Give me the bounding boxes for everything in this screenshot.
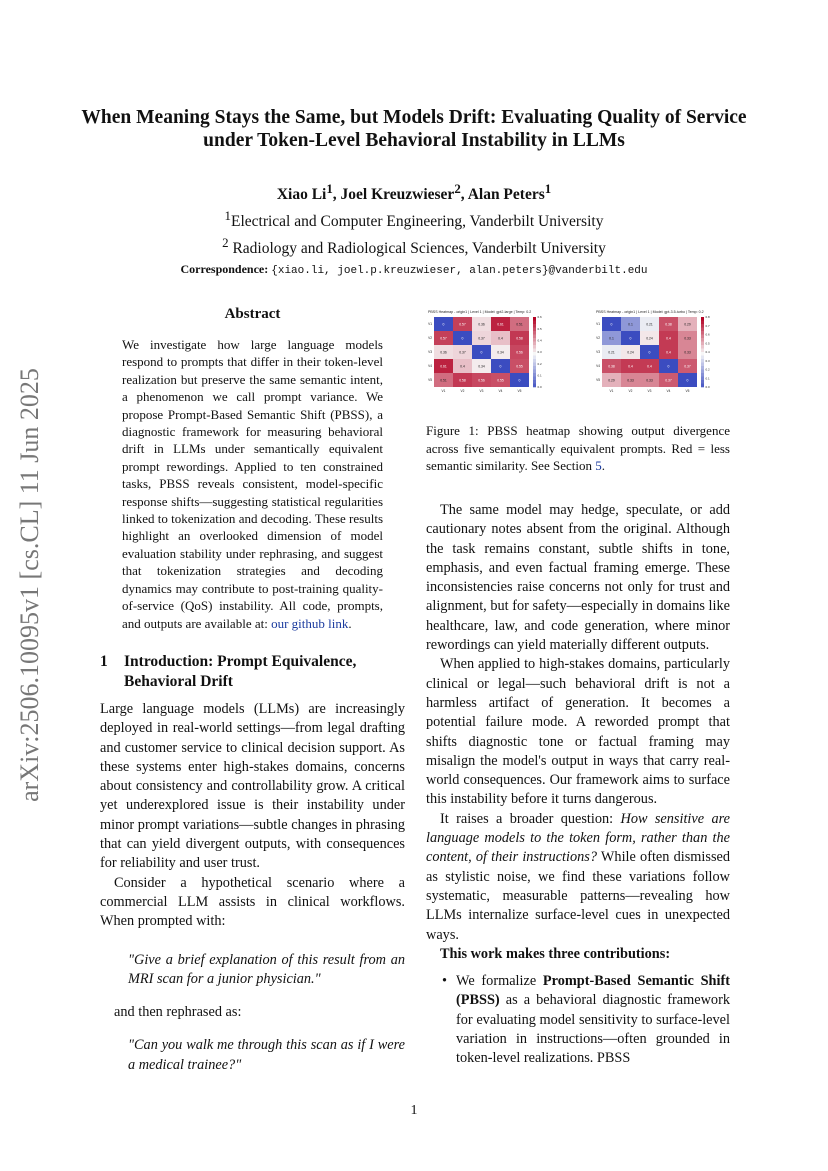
heatmap-y-label: V2 bbox=[428, 336, 432, 341]
heatmap-value: 0 bbox=[461, 336, 464, 341]
author-name: Alan Peters bbox=[467, 186, 545, 204]
heatmap-x-label: V2 bbox=[628, 389, 633, 393]
heatmap-x-label: V1 bbox=[441, 389, 446, 393]
heatmap-value: 0.29 bbox=[684, 322, 691, 327]
heatmap-value: 0.4 bbox=[460, 364, 465, 369]
colorbar-segment bbox=[533, 349, 536, 353]
colorbar-segment bbox=[533, 324, 536, 328]
heatmap-value: 0.4 bbox=[647, 364, 652, 369]
heatmap-x-label: V1 bbox=[609, 389, 614, 393]
paragraph: Consider a hypothetical scenario where a commercial LLM assists in clinical workflows. When prompted with: bbox=[100, 874, 405, 930]
heatmap-value: 0.51 bbox=[516, 322, 523, 327]
author-sup: 2 bbox=[454, 181, 461, 196]
author-block bbox=[60, 178, 768, 282]
heatmap-x-label: V3 bbox=[479, 389, 484, 393]
figure-heatmaps bbox=[426, 307, 730, 407]
heatmap-x-label: V5 bbox=[685, 389, 690, 393]
colorbar-segment bbox=[533, 317, 536, 321]
colorbar-tick: 0.2 bbox=[537, 361, 542, 366]
author-name: Joel Kreuzwieser bbox=[340, 186, 455, 204]
paragraph: It raises a broader question: How sensitive are language models to the token form, rather than the content, of their instructions? While often dismissed as stylistic noise, we find these variations follow systematic, measurable patterns—revealing how LLMs internalize surface-level cues in unexpected ways. bbox=[426, 810, 730, 943]
heatmap-value: 0 bbox=[480, 350, 483, 355]
heatmap-value: 0 bbox=[610, 322, 613, 327]
section-heading: 1 Introduction: Prompt Equivalence, Behavioral Drift bbox=[100, 653, 357, 690]
heatmap-value: 0.1 bbox=[609, 336, 614, 341]
heatmap-value: 0.33 bbox=[646, 378, 653, 383]
heatmap-value: 0.33 bbox=[684, 336, 691, 341]
heatmap-x-label: V2 bbox=[460, 389, 465, 393]
author-names: Xiao Li$^1$, Joel Kreuzwieser$^2$, Alan Peters$^1$ bbox=[276, 181, 552, 204]
heatmap-x-label: V5 bbox=[517, 389, 522, 393]
heatmap-value: 0.36 bbox=[478, 322, 485, 327]
colorbar-tick: 0.5 bbox=[705, 341, 710, 346]
heatmap-value: 0.24 bbox=[627, 350, 634, 355]
colorbar-tick: 0.8 bbox=[705, 315, 710, 320]
heatmap-value: 0 bbox=[686, 378, 689, 383]
heatmap-y-label: V1 bbox=[596, 322, 600, 327]
colorbar-segment bbox=[533, 363, 536, 367]
colorbar-segment bbox=[701, 370, 704, 374]
heatmap-value: 0 bbox=[518, 378, 521, 383]
colorbar-tick: 0.5 bbox=[537, 326, 542, 331]
heatmap-value: 0.37 bbox=[459, 350, 466, 355]
colorbar-segment bbox=[701, 363, 704, 367]
colorbar-tick: 0.6 bbox=[537, 315, 542, 320]
colorbar-segment bbox=[701, 328, 704, 332]
heatmap-value: 0.51 bbox=[440, 378, 447, 383]
heatmap-value: 0.34 bbox=[478, 364, 485, 369]
heatmap-value: 0.58 bbox=[459, 378, 466, 383]
colorbar-segment bbox=[701, 342, 704, 346]
author-name: Xiao Li bbox=[276, 186, 327, 204]
heatmap-y-label: V4 bbox=[428, 364, 432, 369]
colorbar-segment bbox=[533, 345, 536, 349]
heatmap-value: 0.4 bbox=[666, 350, 671, 355]
colorbar-tick: 0.2 bbox=[705, 367, 710, 372]
colorbar-segment bbox=[533, 342, 536, 346]
heatmap-value: 0.61 bbox=[497, 322, 504, 327]
heatmap-value: 0.4 bbox=[666, 336, 671, 341]
contributions-lead: This work makes three contributions: bbox=[440, 945, 671, 962]
colorbar-segment bbox=[701, 345, 704, 349]
paragraph: The same model may hedge, speculate, or add cautionary notes absent from the original. Although the task remains constant, subtle shifts in tone, emphasis, and even factual framing emerge. These inconsistencies raise concerns not only for trust and alignment, but for safety—especially in domains like healthcare, law, and code generation, where minor rewordings can yield materially different outputs. bbox=[426, 502, 730, 654]
colorbar-segment bbox=[533, 338, 536, 342]
heatmap-y-label: V3 bbox=[596, 350, 600, 355]
heatmap-x-label: V4 bbox=[666, 389, 671, 393]
page-number: 1 bbox=[410, 1103, 418, 1118]
heatmap-y-label: V3 bbox=[428, 350, 432, 355]
heatmap-y-label: V4 bbox=[596, 364, 600, 369]
heatmap-value: 0 bbox=[667, 364, 670, 369]
heatmap-value: 0.38 bbox=[608, 364, 615, 369]
heatmap-value: 0.21 bbox=[646, 322, 653, 327]
colorbar-tick: 0.3 bbox=[537, 350, 542, 355]
heatmap-y-label: V5 bbox=[596, 378, 600, 383]
heatmap-y-label: V5 bbox=[428, 378, 432, 383]
colorbar-segment bbox=[701, 321, 704, 325]
colorbar-tick: 0.0 bbox=[705, 385, 710, 390]
colorbar-tick: 0.4 bbox=[537, 338, 542, 343]
colorbar-tick: 0.3 bbox=[705, 358, 710, 363]
heatmap-value: 0.29 bbox=[608, 378, 615, 383]
colorbar-segment bbox=[533, 328, 536, 332]
heatmap-value: 0.21 bbox=[608, 350, 615, 355]
paragraph: and then rephrased as: bbox=[114, 1004, 242, 1021]
heatmap-title: PBSS Heatmap - origin1 | Level 1 | Model: gpt-3.5-turbo | Temp: 0.2 bbox=[596, 310, 704, 314]
colorbar-segment bbox=[701, 384, 704, 388]
colorbar-segment bbox=[701, 324, 704, 328]
heatmap-value: 0.55 bbox=[497, 378, 504, 383]
heatmap-value: 0.57 bbox=[440, 336, 447, 341]
colorbar-segment bbox=[701, 377, 704, 381]
heatmap-y-label: V1 bbox=[428, 322, 432, 327]
heatmap-value: 0.4 bbox=[498, 336, 503, 341]
colorbar-segment bbox=[533, 384, 536, 388]
heatmap-value: 0.37 bbox=[478, 336, 485, 341]
heatmap-value: 0 bbox=[499, 364, 502, 369]
colorbar-segment bbox=[533, 366, 536, 370]
colorbar-segment bbox=[533, 370, 536, 374]
colorbar-segment bbox=[701, 373, 704, 377]
colorbar-segment bbox=[533, 380, 536, 384]
heatmap-value: 0.57 bbox=[459, 322, 466, 327]
heatmap-y-label: V2 bbox=[596, 336, 600, 341]
heatmap-value: 0 bbox=[629, 336, 632, 341]
paragraph: Large language models (LLMs) are increasingly deployed in real-world settings—from legal drafting and customer service to clinical decision support. As these systems enter high-stakes domains, concerns about consistency and controllability grow. A critical yet underexplored issue is their instability under minor prompt variations—subtle changes in phrasing that can yield divergent outputs, with consequences for reliability and user trust. bbox=[100, 701, 405, 872]
colorbar-segment bbox=[533, 321, 536, 325]
arxiv-stamp: arXiv:2506.10095v1 [cs.CL] 11 Jun 2025 bbox=[15, 368, 44, 802]
heatmap-value: 0.37 bbox=[665, 378, 672, 383]
colorbar-tick: 0.0 bbox=[537, 385, 542, 390]
colorbar-segment bbox=[701, 317, 704, 321]
heatmap-x-label: V4 bbox=[498, 389, 503, 393]
colorbar-tick: 0.6 bbox=[705, 332, 710, 337]
quote: "Can you walk me through this scan as if I were a medical trainee?" bbox=[128, 1037, 405, 1073]
colorbar-segment bbox=[701, 359, 704, 363]
colorbar-segment bbox=[701, 331, 704, 335]
colorbar-tick: 0.1 bbox=[537, 373, 542, 378]
heatmap-value: 0.1 bbox=[628, 322, 633, 327]
list-item: • We formalize Prompt-Based Semantic Shift (PBSS) as a behavioral diagnostic framework for evaluating model sensitivity to surface-level variation in instructions—often grounded in token-level realizations. PBSS bbox=[442, 973, 730, 1067]
colorbar-segment bbox=[533, 352, 536, 356]
colorbar-tick: 0.7 bbox=[705, 323, 710, 328]
heatmap-value: 0.38 bbox=[665, 322, 672, 327]
heatmap-value: 0.24 bbox=[646, 336, 653, 341]
colorbar-segment bbox=[533, 359, 536, 363]
colorbar-segment bbox=[701, 338, 704, 342]
heatmap-value: 0 bbox=[442, 322, 445, 327]
correspondence-email[interactable]: {xiao.li, joel.p.kreuzwieser, alan.peters}@vanderbilt.edu bbox=[271, 265, 648, 278]
colorbar-segment bbox=[701, 352, 704, 356]
heatmap-value: 0.56 bbox=[516, 350, 523, 355]
author-sup: 1 bbox=[544, 181, 552, 196]
quote: "Give a brief explanation of this result from an MRI scan for a junior physician." bbox=[128, 951, 405, 987]
section-ref-link[interactable]: 5 bbox=[595, 458, 602, 473]
colorbar-segment bbox=[701, 366, 704, 370]
colorbar-tick: 0.4 bbox=[705, 350, 710, 355]
heatmap-value: 0 bbox=[648, 350, 651, 355]
heatmap-value: 0.34 bbox=[497, 350, 504, 355]
colorbar-segment bbox=[533, 377, 536, 381]
author-sup: 1 bbox=[326, 181, 333, 196]
heatmap-value: 0.56 bbox=[478, 378, 485, 383]
heatmap-value: 0.33 bbox=[684, 350, 691, 355]
paragraph: When applied to high-stakes domains, particularly clinical or legal—such behavioral drift is not a harmless artifact of generation. It becomes a potential failure mode. A reworded prompt that shifts diagnostic tone or factual framing may misalign the model's output in ways that carry real-world consequences. Our framework aims to surface this instability before it turns dangerous. bbox=[426, 656, 730, 808]
heatmap-x-label: V3 bbox=[647, 389, 652, 393]
figure-caption: Figure 1: PBSS heatmap showing output divergence across five semantically equivalent prompts. Red = less semantic similarity. See Section 5. bbox=[426, 423, 730, 473]
heatmap-value: 0.58 bbox=[516, 336, 523, 341]
heatmap-value: 0.61 bbox=[440, 364, 447, 369]
heatmap-value: 0.37 bbox=[684, 364, 691, 369]
colorbar-segment bbox=[701, 335, 704, 339]
colorbar-segment bbox=[533, 331, 536, 335]
heatmap-value: 0.4 bbox=[628, 364, 633, 369]
colorbar-segment bbox=[533, 373, 536, 377]
colorbar-segment bbox=[533, 335, 536, 339]
heatmap-value: 0.36 bbox=[440, 350, 447, 355]
colorbar-segment bbox=[701, 349, 704, 353]
abstract-heading: Abstract bbox=[224, 306, 281, 322]
colorbar-segment bbox=[701, 380, 704, 384]
paper-title: When Meaning Stays the Same, but Models Drift: Evaluating Quality of Service under Token-Level Behavioral Instability in LLMs bbox=[81, 107, 747, 151]
affiliation-2: $^2$ Radiology and Radiological Sciences, Vanderbilt University bbox=[222, 235, 606, 258]
colorbar-segment bbox=[533, 356, 536, 360]
heatmap-title: PBSS Heatmap - origin1 | Level 1 | Model: gpt2-large | Temp: 0.2 bbox=[428, 310, 532, 314]
affiliation-1: $^1$Electrical and Computer Engineering, Vanderbilt University bbox=[224, 208, 604, 231]
correspondence: Correspondence: {xiao.li, joel.p.kreuzwieser, alan.peters}@vanderbilt.edu bbox=[180, 262, 648, 278]
abstract-text: We investigate how large language models respond to prompts that differ in their token-level realization but preserve the same semantic intent, a phenomenon we call prompt variance. We propose Prompt-Based Semantic Shift (PBSS), a diagnostic framework for measuring behavioral drift in LLMs under semantically equivalent prompt rewordings. Applied to ten constrained tasks, PBSS reveals consistent, model-specific response shifts—suggesting statistical regularities linked to tokenization and decoding. These results highlight an overlooked dimension of model evaluation stability under rephrasing, and suggest that tokenization strategies and decoding dynamics may contribute to post-training quality-of-service (QoS) instability. All code, prompts, and outputs are available at: our github link. bbox=[122, 337, 383, 631]
heatmap-value: 0.55 bbox=[516, 364, 523, 369]
intro-left-column bbox=[100, 700, 405, 1075]
github-link[interactable]: our github link bbox=[271, 615, 349, 631]
colorbar-tick: 0.1 bbox=[705, 376, 710, 381]
contributions-list bbox=[426, 972, 730, 1068]
colorbar-segment bbox=[701, 356, 704, 360]
intro-right-column bbox=[426, 501, 730, 1069]
heatmap-value: 0.33 bbox=[627, 378, 634, 383]
